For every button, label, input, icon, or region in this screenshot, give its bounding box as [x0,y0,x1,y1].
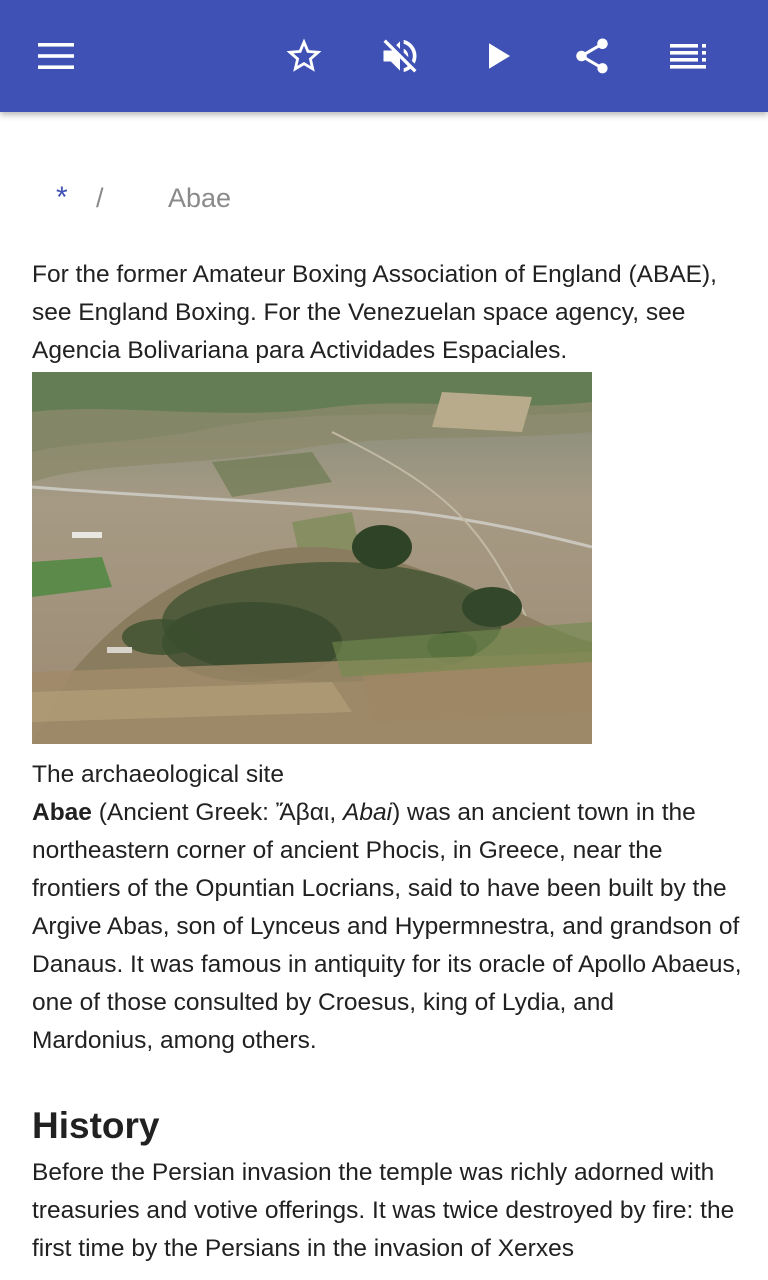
article-body [32,256,742,1268]
lead-text: ) was an ancient town in the northeastern corner of ancient Phocis, in Greece, near the frontiers of the Opuntian Locrians, said to have been built by the Argive Abas, son of Lynceus and Hypermnestra, and grandson of Danaus. It was famous in antiquity for its oracle of Apollo Abaeus, one of those consulted by Croesus, king of Lydia, and Mardonius, among others. [32,799,742,1054]
archaeological-site-photo[interactable] [32,372,592,744]
hamburger-menu-icon [36,41,76,71]
breadcrumb [56,176,231,220]
lead-transliteration: Abai [343,799,393,826]
breadcrumb-home-link[interactable]: * [56,181,68,214]
lead-greek-name: Ἄβαι [275,799,330,826]
menu-button[interactable] [28,28,84,84]
lead-comma: , [329,799,344,826]
share-button[interactable] [564,28,620,84]
lead-term: Abae [32,799,92,826]
play-button[interactable] [470,28,526,84]
image-caption: The archaeological site [32,761,284,788]
favorite-button[interactable] [276,28,332,84]
mute-button[interactable] [372,28,428,84]
play-icon [480,38,516,74]
app-toolbar [0,0,768,112]
volume-off-icon [378,34,422,78]
playlist-icon [668,42,708,70]
lead-greek-prefix: (Ancient Greek: [91,799,276,826]
breadcrumb-current: Abae [168,183,232,213]
hatnote: For the former Amateur Boxing Association of England (ABAE), see England Boxing. For the Venezuelan space agency, see Agencia Bolivariana para Actividades Espaciales. [32,261,717,364]
lead-paragraph [32,794,742,1060]
breadcrumb-separator: / [96,183,104,213]
star-outline-icon [283,35,325,77]
history-paragraph: Before the Persian invasion the temple was richly adorned with treasuries and votive offerings. It was twice destroyed by fire: the first time by the Persians in the invasion of Xerxes [32,1159,735,1262]
share-icon [571,35,613,77]
playlist-button[interactable] [660,28,716,84]
section-title-history: History [32,1105,160,1146]
landscape-photo [32,372,592,744]
